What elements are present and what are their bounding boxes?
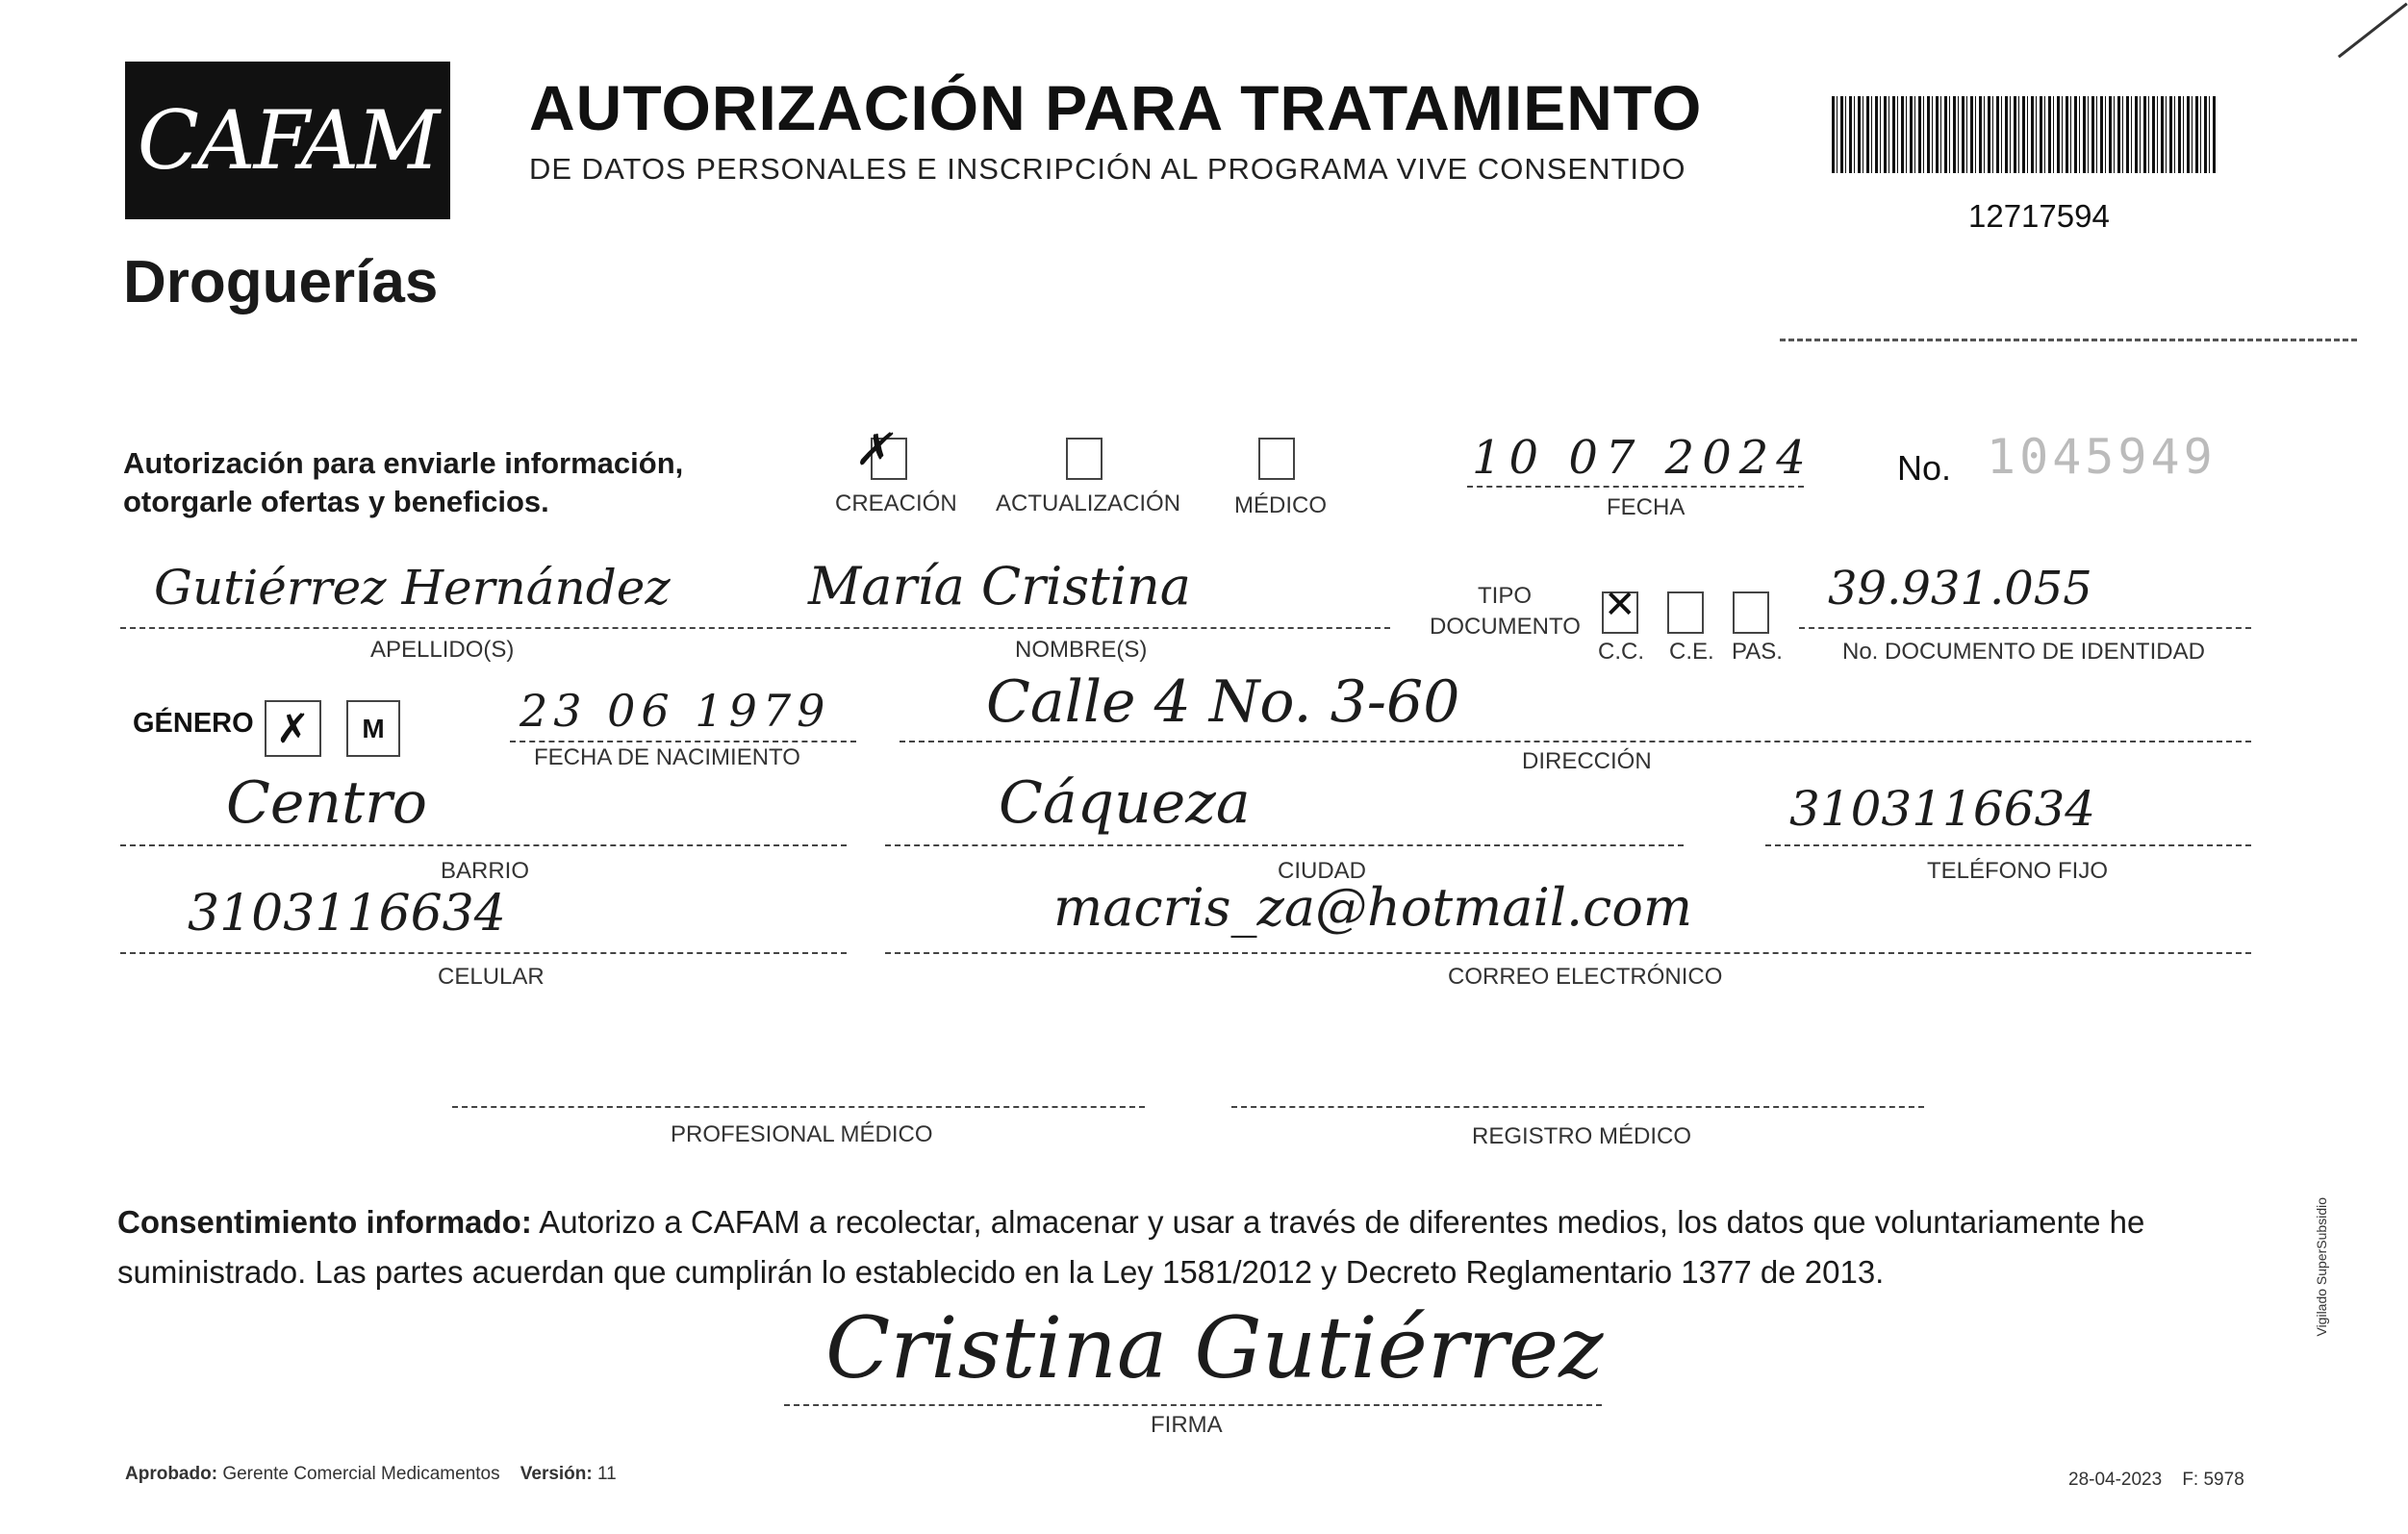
registro-line[interactable] — [1231, 1106, 1924, 1108]
checkbox-ce[interactable] — [1667, 591, 1704, 634]
correo-line — [885, 952, 2251, 954]
signature: Cristina Gutiérrez — [825, 1298, 1604, 1397]
version-value: 11 — [597, 1464, 617, 1484]
signature-line[interactable] — [784, 1404, 1602, 1406]
checkbox-pas[interactable] — [1733, 591, 1769, 634]
checkbox-actualizacion[interactable] — [1066, 438, 1103, 480]
nombres-label: NOMBRE(S) — [1015, 637, 1148, 663]
fecha-line — [1467, 486, 1804, 488]
barrio-value[interactable]: Centro — [226, 769, 427, 837]
cc-mark-icon: ✕ — [1604, 583, 1636, 627]
label-actualizacion: ACTUALIZACIÓN — [996, 490, 1181, 516]
genero-option-f[interactable] — [265, 700, 321, 757]
logo-text: CAFAM — [137, 93, 439, 188]
profesional-label: PROFESIONAL MÉDICO — [671, 1121, 933, 1147]
nacimiento-value[interactable]: 23 06 1979 — [520, 685, 831, 737]
vigilado-side-text: Vigilado SuperSubsidio — [2314, 1197, 2329, 1337]
footer-codes — [2068, 1470, 2244, 1491]
authorization-line-2: otorgarle ofertas y beneficios. — [123, 485, 549, 518]
no-label: No. — [1897, 448, 1952, 488]
fecha-value[interactable]: 10 07 2024 — [1472, 431, 1813, 485]
genero-m-label: M — [362, 713, 385, 743]
barcode-number: 12717594 — [1968, 198, 2110, 234]
profesional-line[interactable] — [452, 1106, 1145, 1108]
celular-value[interactable]: 3103116634 — [188, 885, 506, 943]
date-code: 28-04-2023 — [2068, 1470, 2163, 1490]
form-title: AUTORIZACIÓN PARA TRATAMIENTO — [529, 72, 1703, 143]
tipo-documento-label-1: TIPO — [1478, 583, 1533, 609]
corner-mark — [2338, 3, 2408, 59]
label-pas: PAS. — [1732, 639, 1783, 665]
label-cc: C.C. — [1598, 639, 1644, 665]
fecha-label: FECHA — [1607, 494, 1686, 520]
ciudad-line — [885, 844, 1684, 846]
check-mark-icon: ✗ — [854, 423, 892, 475]
authorization-line-1: Autorización para enviarle información, — [123, 446, 684, 480]
genero-f-mark-icon: ✗ — [275, 705, 311, 752]
apellidos-label: APELLIDO(S) — [370, 637, 515, 663]
barrio-label: BARRIO — [441, 858, 530, 884]
consent-heading: Consentimiento informado: — [117, 1204, 532, 1240]
documento-label: No. DOCUMENTO DE IDENTIDAD — [1842, 639, 2205, 665]
authorization-text — [123, 444, 683, 521]
direccion-label: DIRECCIÓN — [1522, 748, 1652, 774]
form-code: F: 5978 — [2182, 1470, 2244, 1490]
checkbox-medico[interactable] — [1258, 438, 1295, 480]
celular-line — [120, 952, 847, 954]
registro-label: REGISTRO MÉDICO — [1472, 1123, 1692, 1149]
divider — [1780, 339, 2357, 341]
tipo-documento-label-2: DOCUMENTO — [1430, 614, 1581, 640]
genero-option-m[interactable] — [346, 700, 400, 757]
correo-value[interactable]: macris_za@hotmail.com — [1053, 877, 1693, 938]
genero-label: GÉNERO — [133, 708, 254, 739]
footer-aprobado — [125, 1464, 617, 1485]
nacimiento-label: FECHA DE NACIMIENTO — [534, 744, 800, 770]
celular-label: CELULAR — [438, 964, 545, 990]
version-label: Versión: — [520, 1464, 593, 1484]
ciudad-value[interactable]: Cáqueza — [999, 769, 1251, 837]
ciudad-label: CIUDAD — [1278, 858, 1367, 884]
aprobado-label: Aprobado: — [125, 1464, 218, 1484]
correo-label: CORREO ELECTRÓNICO — [1448, 964, 1723, 990]
form-subtitle: DE DATOS PERSONALES E INSCRIPCIÓN AL PROGRAMA VIVE CONSENTIDO — [529, 152, 1686, 186]
consent-paragraph — [117, 1197, 2272, 1297]
telefono-line — [1765, 844, 2251, 846]
form-serial-number: 1045949 — [1987, 429, 2217, 485]
direccion-line — [900, 741, 2251, 742]
label-ce: C.E. — [1669, 639, 1714, 665]
aprobado-value: Gerente Comercial Medicamentos — [222, 1464, 500, 1484]
cafam-logo — [125, 62, 450, 219]
signature-label: FIRMA — [1151, 1412, 1223, 1438]
barcode — [1832, 96, 2217, 173]
telefono-label: TELÉFONO FIJO — [1927, 858, 2109, 884]
nacimiento-line — [510, 741, 856, 742]
brand-subtitle: Droguerías — [123, 249, 439, 315]
barrio-line — [120, 844, 847, 846]
apellidos-value[interactable]: Gutiérrez Hernández — [154, 560, 671, 616]
nombre-line — [120, 627, 1390, 629]
telefono-value[interactable]: 3103116634 — [1789, 781, 2096, 837]
nombres-value[interactable]: María Cristina — [808, 556, 1191, 616]
label-medico: MÉDICO — [1234, 492, 1327, 518]
label-creacion: CREACIÓN — [835, 490, 957, 516]
documento-value[interactable]: 39.931.055 — [1828, 562, 2092, 616]
documento-line — [1799, 627, 2251, 629]
direccion-value[interactable]: Calle 4 No. 3-60 — [986, 668, 1460, 736]
consent-text: Autorizo a CAFAM a recolectar, almacenar y usar a través de diferentes medios, los datos que voluntariamente he suministrado. Las partes acuerdan que cumplirán lo establecido en la Ley 1581/2012 y Decreto Reglamentario 1377 de 2013. — [117, 1204, 2145, 1290]
